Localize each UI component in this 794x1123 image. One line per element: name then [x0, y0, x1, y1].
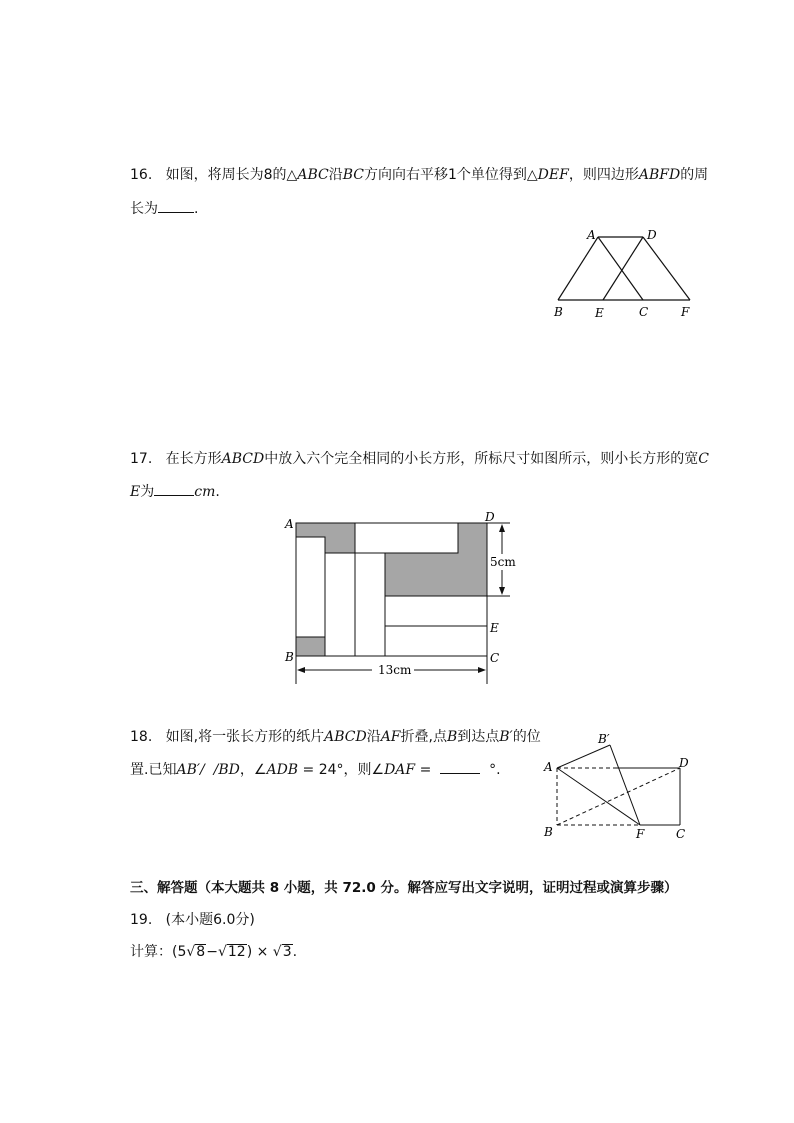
q18-text: 沿: [366, 729, 381, 745]
label-d: D: [647, 228, 657, 242]
label-c: C: [639, 305, 649, 319]
q19-number: 19.: [130, 912, 153, 928]
dim-5cm-label: 5cm: [490, 555, 516, 569]
segment-de: [603, 237, 643, 300]
math-abcd: ABCD: [324, 729, 367, 745]
q16-text: 长为: [130, 201, 158, 217]
segment-ab: [558, 237, 598, 300]
q19-points: (本小题6.0分): [165, 912, 255, 928]
q17-line2: [130, 481, 220, 502]
math-bd: /BD: [213, 762, 240, 778]
sqrt-symbol: √: [217, 944, 227, 960]
math-b: B: [446, 729, 458, 745]
q16-text: 沿: [328, 167, 343, 183]
math-e: E: [130, 484, 141, 500]
q16-text: 的周: [680, 167, 709, 183]
label-d: D: [485, 510, 495, 524]
expr-minus: −: [206, 944, 218, 960]
arrowhead-down: [499, 587, 505, 595]
answer-blank[interactable]: [440, 759, 480, 774]
triangle-symbol: △: [286, 167, 298, 183]
q16-text: ，则四边形: [568, 167, 639, 183]
label-f: F: [681, 305, 690, 319]
label-a: A: [544, 760, 553, 774]
math-abc: ABC: [297, 167, 329, 183]
q16-line2: [130, 198, 198, 219]
q16-figure: [550, 225, 700, 320]
q17-text: 为: [140, 484, 155, 500]
expr-part: (5: [172, 944, 187, 960]
q18-number: 18.: [130, 729, 153, 745]
q16-text: .: [194, 201, 199, 217]
q18-text: 折叠,点: [400, 729, 447, 745]
triangle-symbol: △: [526, 167, 538, 183]
expr-part: ) ×: [246, 944, 273, 960]
q16-number: 16.: [130, 167, 153, 183]
label-bprime: B′: [598, 732, 610, 746]
q16-text: 如图，将周长为8的: [165, 167, 287, 183]
math-bprime: B′: [499, 729, 513, 745]
label-b: B: [554, 305, 563, 319]
answer-blank[interactable]: [158, 198, 194, 213]
q18-text: ，∠: [239, 762, 267, 778]
small-rect-top: [355, 523, 458, 553]
shaded-region-bottom-left: [296, 637, 325, 656]
q16-line1: [130, 165, 708, 185]
label-c: C: [676, 827, 686, 841]
q18-text: 到达点: [457, 729, 500, 745]
q18-text: 如图,将一张长方形的纸片: [165, 729, 325, 745]
q18-text: = 24°，则∠: [298, 762, 385, 778]
math-af: AF: [380, 729, 401, 745]
radicand-12: 12: [227, 944, 246, 960]
q17-number: 17.: [130, 451, 153, 467]
q18-line1: [130, 727, 541, 747]
sqrt-symbol: √: [186, 944, 196, 960]
math-bc: BC: [342, 167, 364, 183]
label-e: E: [595, 306, 604, 320]
math-c: C: [698, 451, 709, 467]
label-a: A: [587, 228, 596, 242]
radicand-8: 8: [196, 944, 206, 960]
q19-line1: [130, 910, 255, 930]
segment-df: [643, 237, 690, 300]
expr-end: .: [292, 944, 298, 960]
section-heading: 三、解答题（本大题共 8 小题，共 72.0 分。解答应写出文字说明，证明过程或演算步骤）: [130, 880, 678, 896]
label-a: A: [285, 517, 294, 531]
q17-text: .: [215, 484, 220, 500]
radicand-3: 3: [282, 944, 292, 960]
shaded-region-top-right: [385, 523, 487, 596]
q16-text: 方向向右平移1个单位得到: [363, 167, 527, 183]
answer-blank[interactable]: [154, 481, 194, 496]
q18-line2: [130, 759, 501, 780]
q18-figure: [540, 728, 700, 840]
segment-ac: [598, 237, 643, 300]
math-daf: DAF: [384, 762, 416, 778]
arrowhead-right: [478, 667, 486, 673]
q18-text: 置.已知: [130, 762, 177, 778]
dim-13cm-label: 13cm: [378, 663, 412, 677]
sqrt-symbol: √: [272, 944, 282, 960]
label-b: B: [285, 650, 294, 664]
label-b: B: [544, 825, 553, 839]
arrowhead-up: [499, 524, 505, 532]
label-d: D: [679, 756, 689, 770]
math-def: DEF: [537, 167, 569, 183]
q17-text: 在长方形: [165, 451, 222, 467]
arrowhead-left: [297, 667, 305, 673]
math-abprime: AB′/: [176, 762, 205, 778]
label-e: E: [490, 621, 499, 635]
unit-cm: cm: [194, 484, 216, 500]
q17-figure: [280, 508, 525, 688]
q18-text: =: [415, 762, 432, 778]
q19-label: 计算：: [130, 944, 172, 960]
diagonal-bd-dashed: [557, 768, 680, 825]
q19-line2: [130, 942, 297, 962]
label-f: F: [636, 827, 645, 841]
math-adb: ADB: [266, 762, 299, 778]
label-c: C: [490, 651, 500, 665]
segment-bprime-f: [610, 745, 640, 825]
math-abcd: ABCD: [221, 451, 265, 467]
segment-abprime: [557, 745, 610, 768]
q17-line1: [130, 449, 709, 469]
q18-text: °.: [489, 762, 501, 778]
segment-af: [557, 768, 640, 825]
q17-text: 中放入六个完全相同的小长方形，所标尺寸如图所示，则小长方形的宽: [264, 451, 699, 467]
math-abfd: ABFD: [638, 167, 681, 183]
q18-text: 的位: [512, 729, 541, 745]
